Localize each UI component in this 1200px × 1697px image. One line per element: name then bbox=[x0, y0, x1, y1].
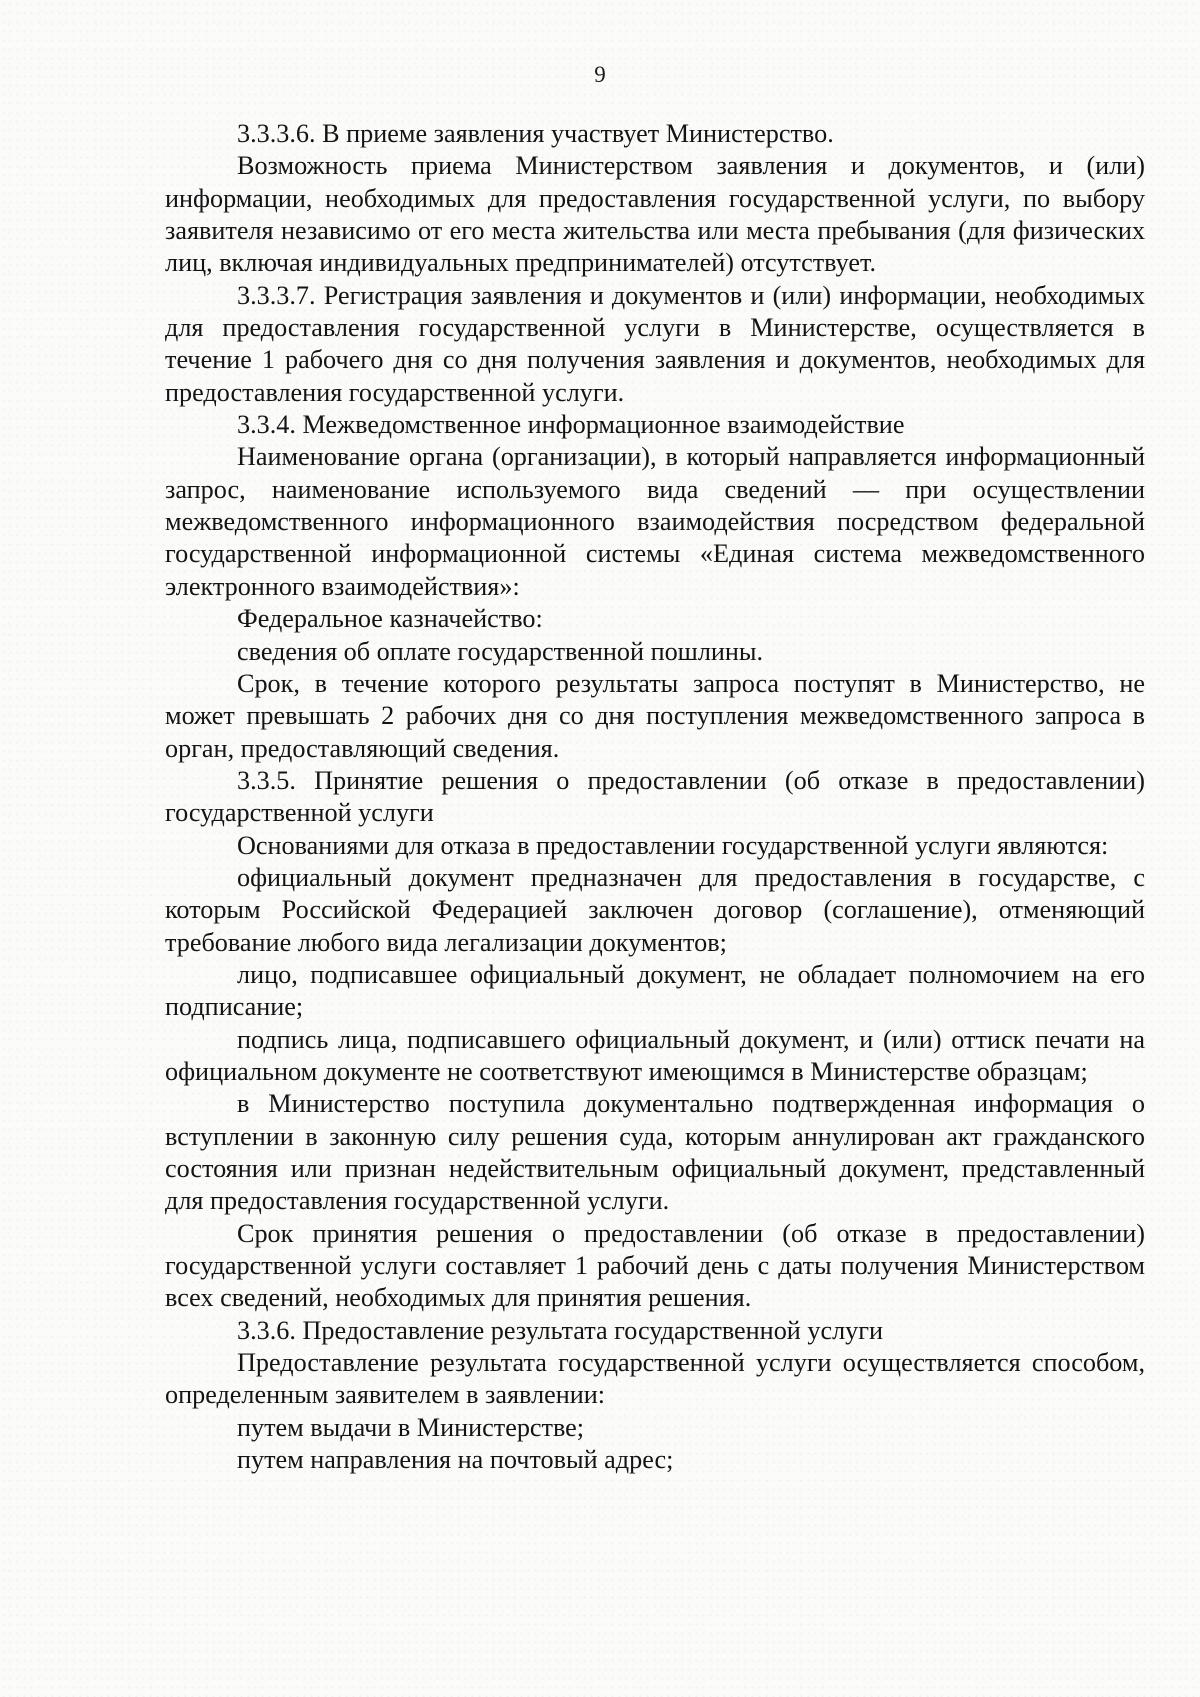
paragraph-body-name: Наименование органа (организации), в который направляется информационный запрос, наименование используемого вида сведений — при осуществлении межведомственного информационного взаимодействия посредством федеральной государственной информационной системы «Единая система межведомственного электронного взаимодействия»: bbox=[165, 442, 1145, 601]
heading-3-3-4: 3.3.4. Межведомственное информационное взаимодействие bbox=[237, 410, 905, 440]
page-number: 9 bbox=[594, 62, 606, 87]
paragraph-reception-possibility: Возможность приема Министерством заявления и документов, и (или) информации, необходимых для предоставления государственной услуги, по выбору заявителя независимо от его места жительства или места пребывания (для физических лиц, включая индивидуальных предпринимателей) отсутствует. bbox=[165, 151, 1145, 278]
paragraph-decision-term: Срок принятия решения о предоставлении (об отказе в предоставлении) государственной услуги составляет 1 рабочий день с даты получения Министерством всех сведений, необходимых для принятия решения. bbox=[165, 1218, 1145, 1313]
paragraph-refusal-grounds: Основаниями для отказа в предоставлении государственной услуги являются: bbox=[237, 830, 1109, 860]
paragraph-request-term: Срок, в течение которого результаты запроса поступят в Министерство, не может превышать 2 рабочих дня со дня поступления межведомственного запроса в орган, предоставляющий сведения. bbox=[165, 668, 1145, 763]
paragraph-fee-info: сведения об оплате государственной пошлины. bbox=[237, 636, 764, 666]
paragraph-3-3-3-7: 3.3.3.7. Регистрация заявления и документов и (или) информации, необходимых для предоставления государственной услуги в Министерстве, осуществляется в течение 1 рабочего дня со дня получения заявления и документов, необходимых для предоставления государственной услуги. bbox=[165, 280, 1145, 407]
list-item-ground-1: официальный документ предназначен для предоставления в государстве, с которым Российской Федерацией заключен договор (соглашение), отменяющий требование любого вида легализации документов; bbox=[165, 862, 1145, 957]
document-body bbox=[165, 118, 1145, 1476]
list-item-ground-2: лицо, подписавшее официальный документ, не обладает полномочием на его подписание; bbox=[165, 959, 1145, 1022]
list-item-ground-3: подпись лица, подписавшего официальный документ, и (или) оттиск печати на официальном документе не соответствуют имеющимся в Министерстве образцам; bbox=[165, 1024, 1145, 1086]
list-item-method-1: путем выдачи в Министерстве; bbox=[237, 1412, 585, 1442]
paragraph-federal-treasury: Федеральное казначейство: bbox=[237, 604, 543, 634]
paragraph-result-method: Предоставление результата государственной услуги осуществляется способом, определенным заявителем в заявлении: bbox=[165, 1348, 1145, 1410]
heading-3-3-6: 3.3.6. Предоставление результата государственной услуги bbox=[237, 1315, 883, 1345]
list-item-ground-4: в Министерство поступила документально подтвержденная информация о вступлении в законную силу решения суда, которым аннулирован акт гражданского состояния или признан недействительным официальный документ, представленный для предоставления государственной услуги. bbox=[165, 1089, 1145, 1216]
paragraph-3-3-3-6: 3.3.3.6. В приеме заявления участвует Министерство. bbox=[237, 119, 834, 148]
list-item-method-2: путем направления на почтовый адрес; bbox=[237, 1445, 674, 1475]
heading-3-3-5: 3.3.5. Принятие решения о предоставлении (об отказе в предоставлении) государственной услуги bbox=[165, 765, 1145, 828]
